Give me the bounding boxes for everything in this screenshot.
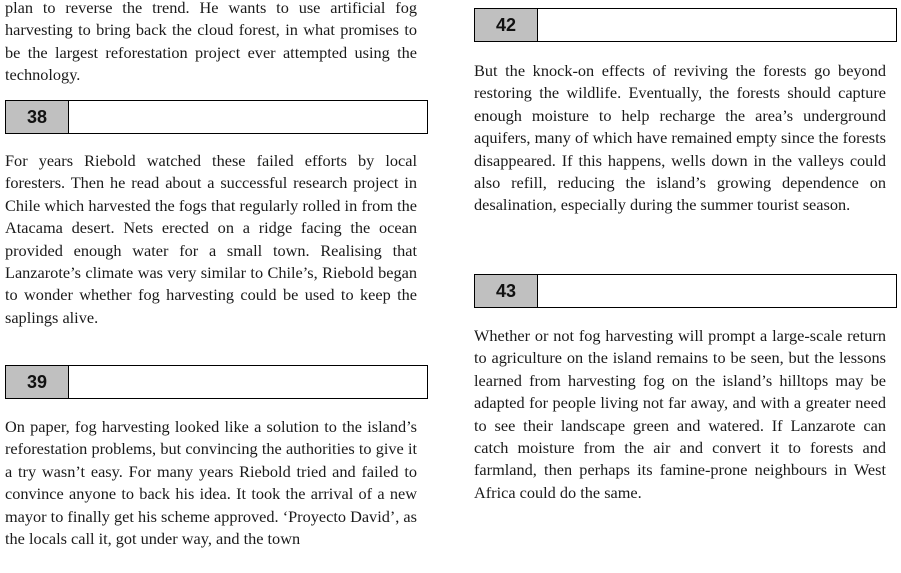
answer-box-42[interactable]	[474, 8, 897, 42]
answer-gap-43[interactable]	[538, 275, 896, 307]
question-number-39: 39	[6, 366, 69, 398]
answer-gap-42[interactable]	[538, 9, 896, 41]
paragraph-after-38: For years Riebold watched these failed efforts by local foresters. Then he read about a successful research project in Chile which harvested the fogs that regularly rolled in from the Atacama desert. Nets erected on a ridge facing the ocean provided enough water for a small town. Realising that Lanzarote’s climate was very similar to Chile’s, Riebold began to wonder whether fog harvesting could be used to keep the saplings alive.	[5, 151, 417, 327]
question-number-38: 38	[6, 101, 69, 133]
answer-box-43[interactable]	[474, 274, 897, 308]
question-number-43: 43	[475, 275, 538, 307]
paragraph-after-43: Whether or not fog harvesting will prompt a large-scale return to agriculture on the island remains to be seen, but the lessons learned from harvesting fog on the island’s hilltops may be adapted for people living not far away, and with a greater need to see their landscape green and watered. If Lanzarote can catch moisture from the air and convert it to forests and farmland, then perhaps its famine-prone neighbours in West Africa could do the same.	[474, 326, 886, 502]
answer-gap-38[interactable]	[69, 101, 427, 133]
answer-gap-39[interactable]	[69, 366, 427, 398]
question-number-42: 42	[475, 9, 538, 41]
paragraph-after-39: On paper, fog harvesting looked like a solution to the island’s reforestation problems, but convincing the authorities to give it a try wasn’t easy. For many years Riebold tried and failed to convince anyone to back his idea. It took the arrival of a new mayor to finally get his scheme approved. ‘Proyecto David’, as the locals call it, got under way, and the town	[5, 417, 417, 549]
answer-box-39[interactable]	[5, 365, 428, 399]
paragraph-after-42: But the knock-on effects of reviving the forests go beyond restoring the wildlife. Eventually, the forests should capture enough moisture to help recharge the area’s underground aquifers, many of which have remained empty since the forests disappeared. If this happens, wells down in the valleys could also refill, reducing the island’s growing dependence on desalination, especially during the summer tourist season.	[474, 61, 886, 215]
paragraph-intro: plan to reverse the trend. He wants to use artificial fog harvesting to bring back the cloud forest, in what promises to be the largest reforestation project ever attempted using the technology.	[5, 0, 417, 85]
answer-box-38[interactable]	[5, 100, 428, 134]
